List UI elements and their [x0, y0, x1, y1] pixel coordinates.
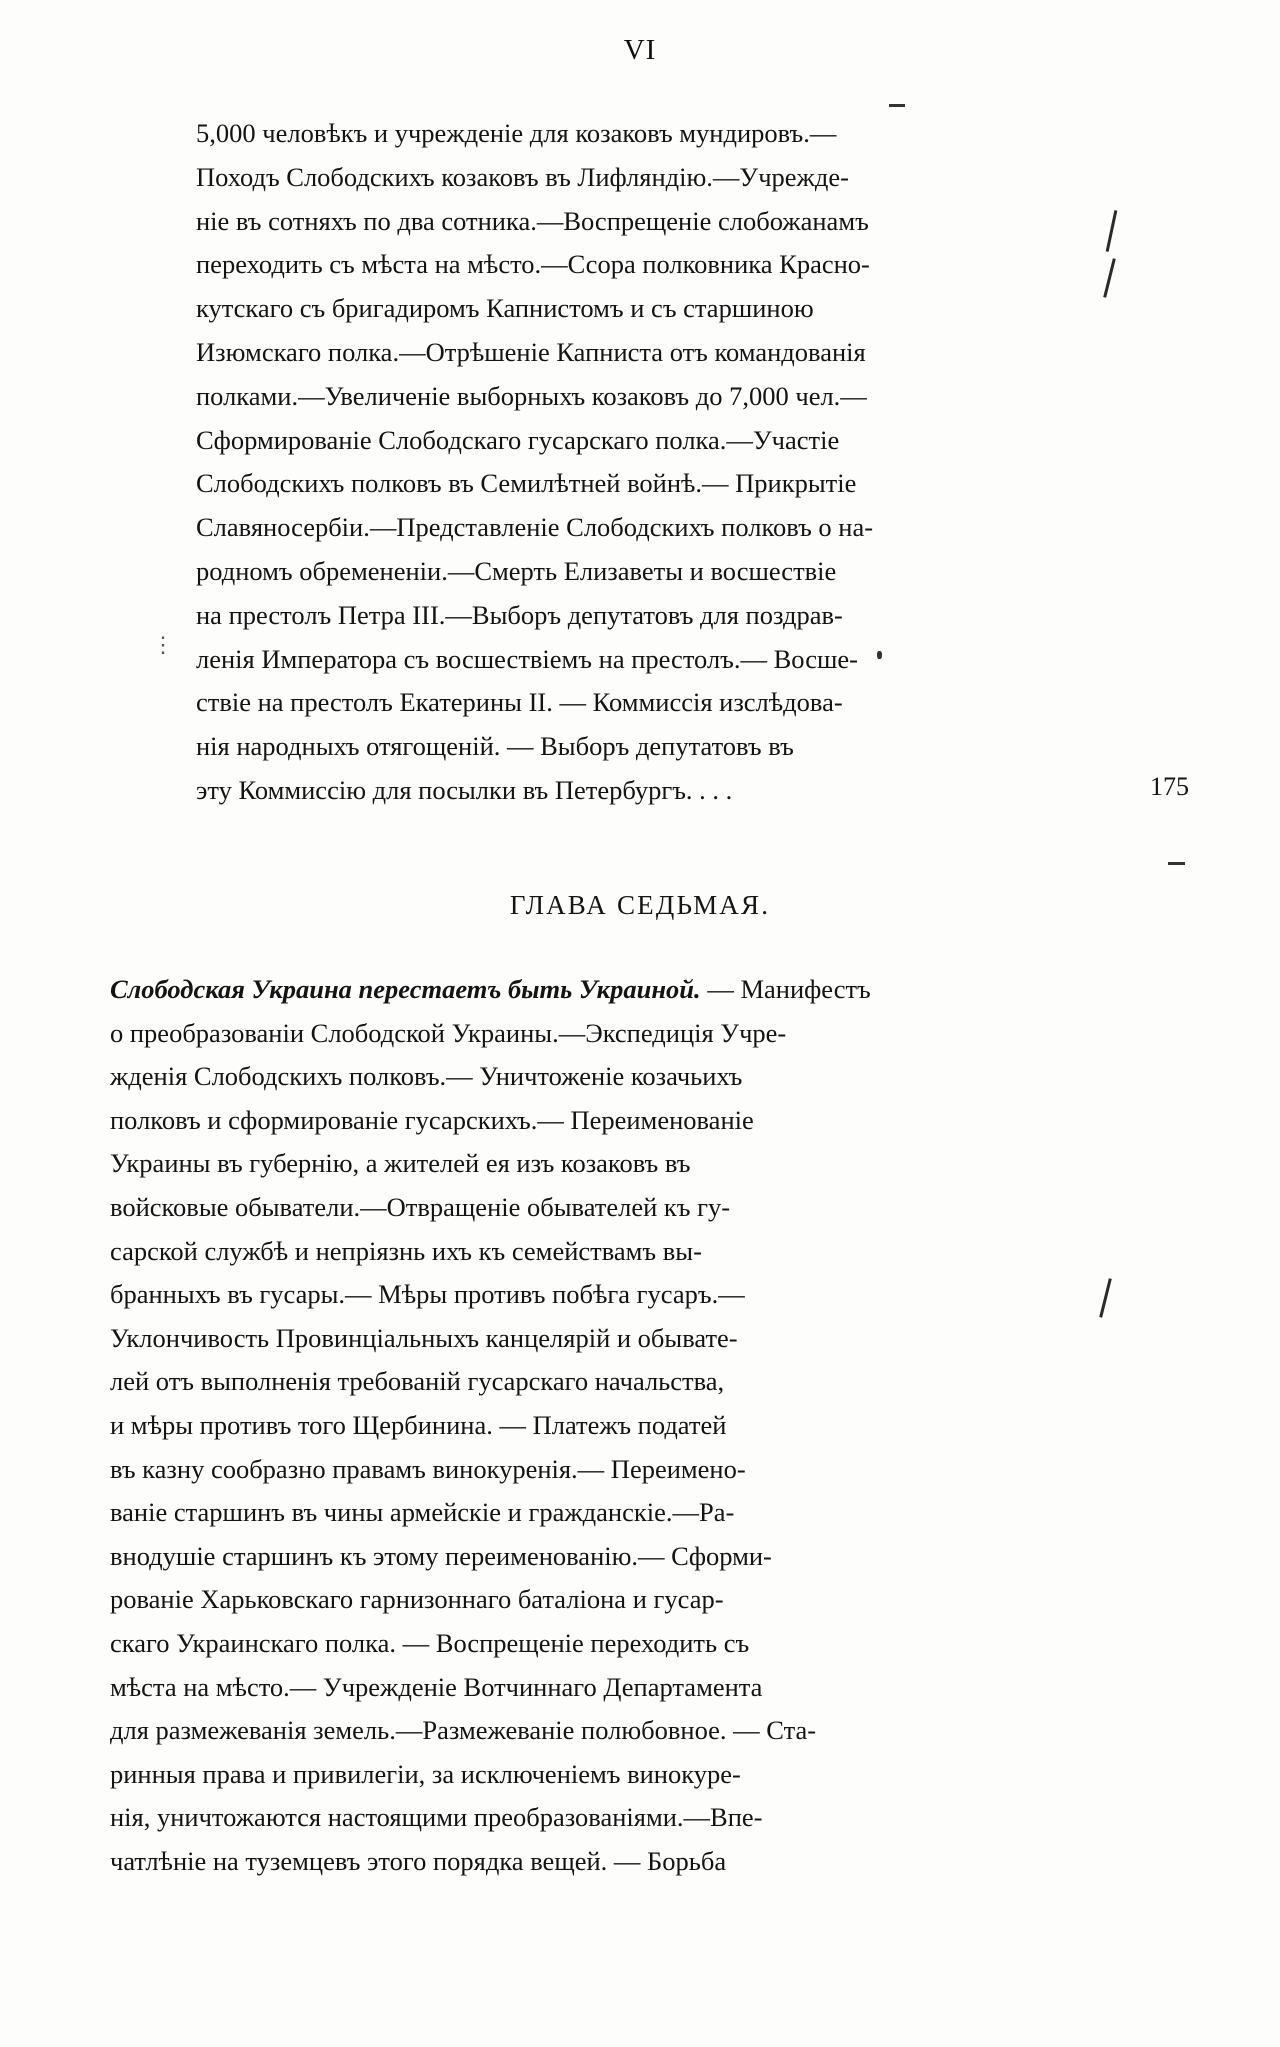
toc-line: полками.—Увеличеніе выборныхъ козаковъ до 7,000 чел.—: [196, 380, 867, 411]
body-line: въ казну сообразно правамъ винокуренія.— Переимено-: [110, 1453, 746, 1484]
body-line: лей отъ выполненія требованій гусарскаго начальства,: [110, 1366, 725, 1397]
lead-italic-phrase: Слободская Украина перестаетъ быть Украиной.: [110, 974, 701, 1004]
toc-line: Славяносербіи.—Представленіе Слободскихъ полковъ о на-: [196, 512, 874, 543]
ink-mark-edge-upper-second: [1103, 258, 1116, 298]
body-line: внодушіе старшинъ къ этому переименованію.— Сформи-: [110, 1540, 772, 1571]
body-line: чатлѣніе на туземцевъ этого порядка вещей. — Борьба: [110, 1845, 727, 1876]
toc-line: эту Коммиссію для посылки въ Петербургъ. . . .: [196, 774, 733, 805]
toc-line: ніе въ сотняхъ по два сотника.—Воспрещеніе слобожанамъ: [196, 205, 869, 236]
print-tick-top: [889, 104, 905, 107]
body-line: скаго Украинскаго полка. — Воспрещеніе переходить съ: [110, 1627, 750, 1658]
body-line: полковъ и сформированіе гусарскихъ.— Переименованіе: [110, 1104, 754, 1135]
body-line: бранныхъ въ гусары.— Мѣры противъ побѣга гусаръ.—: [110, 1279, 745, 1310]
ink-mark-edge-upper: [1106, 210, 1118, 252]
body-line: для размежеванія земель.—Размежеваніе полюбовное. — Ста-: [110, 1715, 817, 1746]
body-line-lead: [110, 968, 1090, 1012]
toc-line: Сформированіе Слободскаго гусарскаго полка.—Участіе: [196, 424, 840, 455]
toc-line: Изюмскаго полка.—Отрѣшеніе Капниста отъ командованія: [196, 336, 866, 367]
page-folio: VI: [623, 34, 657, 66]
toc-page-number: 175: [1150, 772, 1189, 801]
toc-line: ствіе на престолъ Екатерины II. — Коммиссія изслѣдова-: [196, 687, 843, 718]
toc-line: родномъ обремененіи.—Смерть Елизаветы и восшествіе: [196, 555, 837, 586]
toc-line: Походъ Слободскихъ козаковъ въ Лифляндію.—Учрежде-: [196, 161, 849, 192]
body-line: и мѣры противъ того Щербинина. — Платежъ податей: [110, 1409, 727, 1440]
toc-line: 5,000 человѣкъ и учрежденіе для козаковъ мундировъ.—: [196, 118, 837, 148]
chapter-summary-paragraph: [110, 968, 1090, 1883]
toc-line: кутскаго съ бригадиромъ Капнистомъ и съ старшиною: [196, 293, 814, 324]
body-line: рованіе Харьковскаго гарнизоннаго баталіона и гусар-: [110, 1584, 724, 1615]
ink-mark-margin-left: ⋮: [152, 632, 174, 657]
body-line: жденія Слободскихъ полковъ.— Уничтоженіе козачьихъ: [110, 1061, 743, 1092]
toc-line: Слободскихъ полковъ въ Семилѣтней войнѣ.— Прикрытіе: [196, 468, 857, 499]
table-of-contents-paragraph: [196, 112, 1086, 813]
body-line: ринныя права и привилегіи, за исключеніемъ винокуре-: [110, 1758, 741, 1789]
toc-line: нія народныхъ отягощеній. — Выборъ депутатовъ въ: [196, 731, 794, 762]
body-line: войсковые обыватели.—Отвращеніе обывателей къ гу-: [110, 1191, 731, 1222]
body-line: нія, уничтожаются настоящими преобразованіями.—Впе-: [110, 1802, 763, 1833]
toc-line: на престолъ Петра III.—Выборъ депутатовъ для поздрав-: [196, 599, 843, 630]
ink-mark-edge-lower: [1099, 1278, 1112, 1318]
body-line: мѣста на мѣсто.— Учрежденіе Вотчиннаго Департамента: [110, 1671, 763, 1702]
toc-line: переходить съ мѣста на мѣсто.—Ссора полковника Красно-: [196, 249, 870, 280]
body-line: о преобразованіи Слободской Украины.—Экспедиція Учре-: [110, 1017, 787, 1048]
body-line: сарской службѣ и непріязнь ихъ къ семействамъ вы-: [110, 1235, 702, 1266]
body-line: Уклончивость Провинціальныхъ канцелярій и обывате-: [110, 1322, 738, 1353]
print-tick-middle: [1168, 862, 1185, 865]
lead-rest-text: — Манифестъ: [700, 974, 871, 1004]
chapter-heading: ГЛАВА СЕДЬМАЯ.: [509, 890, 771, 920]
body-line: Украины въ губернію, а жителей ея изъ козаковъ въ: [110, 1148, 691, 1179]
body-line: ваніе старшинъ въ чины армейскіе и гражданскіе.—Ра-: [110, 1497, 735, 1528]
toc-line: ленія Императора съ восшествіемъ на престолъ.— Восше-: [196, 643, 858, 674]
